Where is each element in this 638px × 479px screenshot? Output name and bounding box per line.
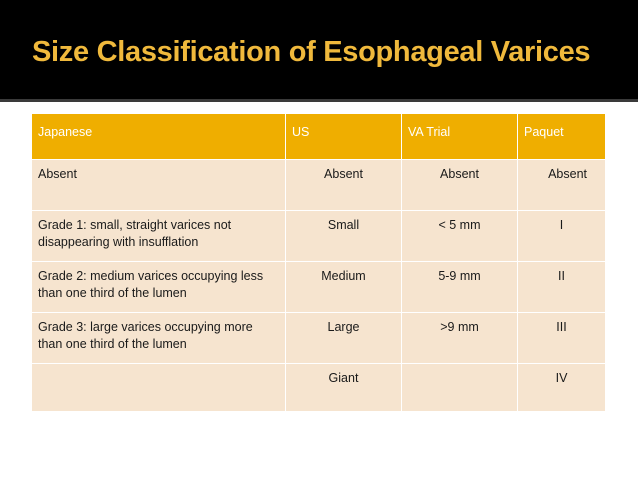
table-row	[32, 160, 606, 211]
cell-us: Giant	[286, 364, 402, 412]
cell-va-trial: >9 mm	[402, 313, 518, 364]
cell-japanese: Grade 3: large varices occupying more than one third of the lumen	[32, 313, 286, 364]
cell-va-trial	[402, 364, 518, 412]
classification-table	[31, 113, 606, 412]
cell-japanese: Grade 1: small, straight varices not disappearing with insufflation	[32, 211, 286, 262]
slide-title: Size Classification of Esophageal Varices	[32, 36, 591, 68]
cell-us: Medium	[286, 262, 402, 313]
header-va-trial: VA Trial	[402, 114, 518, 160]
cell-paquet: IV	[518, 364, 606, 412]
cell-japanese	[32, 364, 286, 412]
cell-paquet: II	[518, 262, 606, 313]
table-header-row	[32, 114, 606, 160]
cell-va-trial: 5-9 mm	[402, 262, 518, 313]
cell-va-trial: Absent	[402, 160, 518, 211]
cell-us: Large	[286, 313, 402, 364]
cell-us: Small	[286, 211, 402, 262]
cell-va-trial: < 5 mm	[402, 211, 518, 262]
table-row	[32, 262, 606, 313]
cell-us: Absent	[286, 160, 402, 211]
cell-paquet: I	[518, 211, 606, 262]
cell-japanese: Absent	[32, 160, 286, 211]
cell-paquet: III	[518, 313, 606, 364]
table-row	[32, 364, 606, 412]
table-row	[32, 313, 606, 364]
classification-table-container	[31, 113, 605, 412]
header-japanese: Japanese	[32, 114, 286, 160]
cell-paquet: Absent	[518, 160, 606, 211]
header-us: US	[286, 114, 402, 160]
table-row	[32, 211, 606, 262]
title-bar-divider	[0, 99, 638, 102]
title-bar	[0, 0, 638, 102]
header-paquet: Paquet	[518, 114, 606, 160]
cell-japanese: Grade 2: medium varices occupying less than one third of the lumen	[32, 262, 286, 313]
